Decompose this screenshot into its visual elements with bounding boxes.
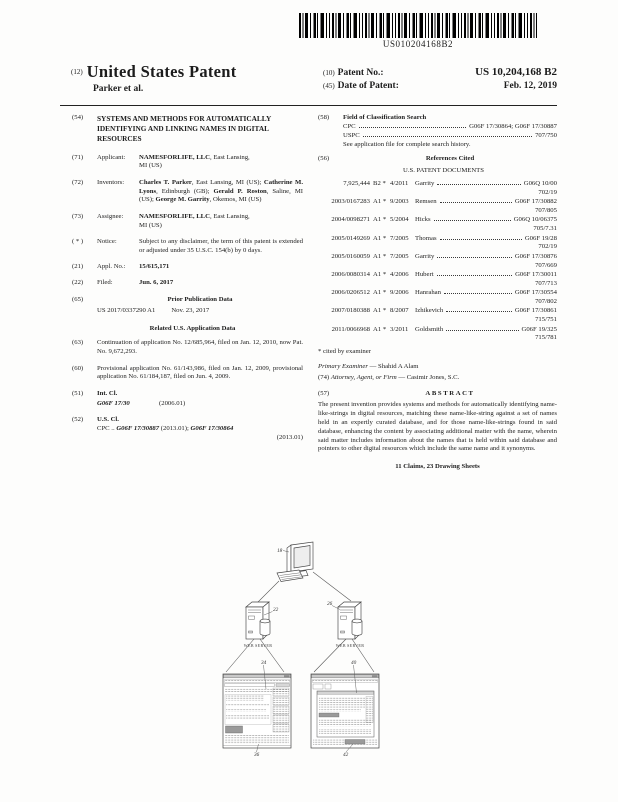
assignee-name: NAMESFORLIFE, LLC	[139, 212, 210, 220]
leader-dots	[437, 257, 512, 258]
field-code-60: (60)	[72, 364, 84, 372]
field-code-56: (56)	[318, 155, 330, 163]
inventor-name: George M. Garrity	[155, 196, 210, 204]
ref-kind: A1 *	[373, 307, 387, 315]
notice-label: Notice:	[97, 237, 117, 245]
server-left-caption: WEB SERVER	[243, 643, 273, 648]
leader-dots	[444, 293, 512, 294]
section-us-cl	[72, 416, 303, 443]
ref-date: 9/2006	[390, 289, 409, 297]
inventor-location: , Saline, MI (US);	[139, 187, 303, 204]
server-right-caption: WEB SERVER	[335, 643, 365, 648]
cpc-search-label: CPC	[343, 122, 356, 130]
inventor-name: Charles T. Parker	[139, 178, 192, 186]
ref-kind: A1 *	[373, 216, 387, 224]
inventor-name: Gerald P. Roston	[213, 187, 267, 195]
section-appl-no	[72, 263, 303, 272]
right-column	[318, 114, 557, 472]
ref-uspc: 707/805	[535, 207, 557, 215]
patent-no-code: (10)	[323, 69, 335, 77]
assignee-label: Assignee:	[97, 212, 124, 220]
barcode-icon	[299, 13, 537, 38]
ref-date: 8/2007	[390, 307, 409, 315]
ref-uspc: 715/781	[535, 334, 557, 342]
notice-text: Subject to any disclaimer, the term of this patent is extended or adjusted under 35 U.S.C. 154(b) by 0 days.	[139, 237, 303, 254]
primary-examiner-label: Primary Examiner	[318, 363, 368, 371]
label-window-left-top: 34	[261, 660, 267, 666]
us-cl-line1	[97, 425, 303, 434]
leader-dots	[440, 202, 512, 203]
section-field-search	[318, 114, 557, 149]
claims-drawing-sheets-line: 11 Claims, 23 Drawing Sheets	[395, 463, 480, 471]
section-applicant	[72, 154, 303, 172]
ref-kind: A1 *	[373, 234, 387, 242]
inventors-list	[139, 179, 303, 206]
keyboard-icon	[277, 570, 303, 582]
references-table	[318, 180, 557, 343]
ref-date: 7/2005	[390, 234, 409, 242]
label-window-left-bottom: 36	[254, 752, 260, 758]
field-code-58: (58)	[318, 114, 330, 121]
ref-number: 2011/0066968	[331, 325, 370, 333]
section-continuation	[72, 339, 303, 357]
field-code-21: (21)	[72, 263, 84, 271]
reference-row	[318, 180, 557, 198]
ref-uspc: 715/751	[535, 316, 557, 324]
ref-name: Remsen	[415, 198, 437, 206]
section-assignee	[72, 213, 303, 231]
uspc-search-label: USPC	[343, 131, 360, 139]
reference-row	[318, 307, 557, 325]
kind-code: (12)	[71, 68, 83, 76]
label-server-right: 26	[327, 601, 333, 607]
leader-dots	[446, 311, 512, 312]
int-cl-heading: Int. Cl.	[97, 389, 118, 397]
cpc-prefix: CPC ..	[97, 424, 115, 432]
ref-number: 7,925,444	[343, 180, 370, 188]
assignee-location: , East Lansing, MI (US)	[139, 212, 250, 229]
inventors-label: Inventors:	[97, 178, 125, 186]
reference-row	[318, 326, 557, 344]
ref-number: 2004/0098271	[331, 216, 370, 224]
inventor-name: Catherine M. Lyons	[139, 178, 304, 195]
ref-date: 5/2004	[390, 216, 409, 224]
abstract-text: The present invention provides systems and methods for automatically identifying name-like-strings in digital resources, matching these name-like-string against a set of names held in an expertly curated database, and for those name-like-strings found in said database, enhancing the content by associating additional matter with the name, wherein said matter includes information about the names that is held within said database and pointers to other digital resources which include the same name and it synonyms.	[318, 401, 557, 453]
section-prior-publication	[72, 296, 303, 316]
field-code-22: (22)	[72, 279, 84, 287]
ref-cpc: G06Q 10/06375	[513, 216, 557, 224]
reference-row	[318, 289, 557, 307]
related-data-heading: Related U.S. Application Data	[149, 324, 236, 332]
barcode-number: US010204168B2	[382, 39, 454, 49]
field-code-52: (52)	[72, 415, 84, 423]
ref-name: Garrity	[415, 252, 435, 260]
date-code: (45)	[323, 82, 335, 90]
patent-figure-svg	[213, 541, 398, 761]
ref-name: Goldsmith	[415, 325, 444, 333]
inventor-surname-line: Parker et al.	[93, 84, 144, 94]
section-provisional	[72, 365, 303, 383]
ref-cpc: G06F 17/30011	[515, 271, 557, 278]
ref-kind: A1 *	[373, 198, 387, 206]
applicant-location: , East Lansing, MI (US)	[139, 153, 250, 170]
ref-kind: B2 *	[373, 180, 386, 188]
search-history-note: See application file for complete search history.	[343, 140, 471, 148]
us-cl-heading: U.S. Cl.	[97, 415, 119, 423]
publication-number: US 2017/0337290 A1	[97, 306, 156, 314]
patent-no-label: Patent No.:	[337, 68, 384, 78]
section-title	[72, 114, 303, 144]
field-code-54: (54)	[72, 114, 84, 121]
patent-number: US 10,204,168 B2	[475, 66, 557, 78]
ref-cpc: G06Q 10/00	[523, 180, 557, 188]
field-code-71: (71)	[72, 153, 84, 161]
ref-uspc: 707/713	[535, 279, 557, 287]
primary-examiner-line	[318, 363, 557, 372]
leader-dots	[446, 330, 518, 331]
appl-no-label: Appl. No.:	[97, 263, 126, 271]
attorney-line	[318, 374, 557, 383]
label-window-right-top: 40	[351, 660, 357, 666]
header-left	[71, 62, 237, 94]
cpc-class-2: G06F 17/30864	[190, 424, 234, 432]
patent-date: Feb. 12, 2019	[503, 81, 557, 91]
ref-cpc: G06F 17/30861	[514, 307, 557, 315]
ref-uspc: 702/19	[538, 188, 557, 196]
inventor-location: , East Lansing, MI (US);	[191, 178, 264, 186]
ref-kind: A1 *	[373, 271, 387, 278]
ref-date: 7/2005	[390, 252, 409, 260]
ref-name: Hanrahan	[415, 289, 441, 297]
ref-number: 2005/0160059	[331, 252, 370, 260]
ref-number: 2005/0149269	[331, 234, 370, 242]
ref-uspc: 707/669	[535, 261, 557, 269]
cited-by-examiner-note: * cited by examiner	[318, 348, 371, 356]
ref-cpc: G06F 17/30876	[514, 252, 557, 260]
barcode-block	[299, 13, 537, 49]
ref-date: 9/2003	[390, 198, 409, 206]
inventor-location: , Okemos, MI (US)	[209, 196, 262, 204]
section-abstract-heading	[318, 390, 557, 399]
us-patent-documents-heading: U.S. PATENT DOCUMENTS	[402, 167, 484, 175]
label-window-right-bottom: 42	[343, 752, 349, 758]
server-left-icon	[246, 602, 270, 639]
ref-name: Garrity	[415, 180, 435, 188]
header-right	[323, 66, 557, 94]
references-heading: References Cited	[425, 155, 475, 163]
ref-kind: A1 *	[373, 252, 387, 260]
leader-dots	[440, 239, 522, 240]
ref-uspc: 702/19	[538, 243, 557, 251]
int-cl-class: G06F 17/30	[97, 399, 130, 407]
reference-row	[318, 216, 557, 234]
applicant-value	[139, 154, 251, 172]
reference-row	[318, 198, 557, 216]
ref-name: Hicks	[415, 216, 431, 224]
ref-name: Hubert	[415, 271, 434, 278]
leader-dots	[437, 275, 512, 276]
field-code-65: (65)	[72, 295, 84, 303]
ref-date: 4/2011	[390, 180, 409, 188]
leader-dots	[363, 136, 532, 137]
ref-number: 2006/0206512	[331, 289, 370, 297]
reference-row	[318, 271, 557, 289]
leader-dots	[359, 127, 466, 128]
reference-row	[318, 235, 557, 253]
field-code-51: (51)	[72, 389, 84, 397]
header-divider	[60, 105, 557, 106]
reference-row	[318, 253, 557, 271]
filed-label: Filed:	[97, 279, 113, 287]
ref-number: 2003/0167283	[331, 198, 370, 206]
computer-icon	[277, 542, 313, 582]
field-code-63: (63)	[72, 339, 84, 347]
ref-uspc: 705/7.31	[533, 225, 557, 233]
label-computer: 18	[277, 548, 283, 554]
int-cl-year: (2006.01)	[159, 399, 186, 407]
section-references	[318, 155, 557, 164]
ref-number: 2006/0080314	[331, 271, 370, 278]
ref-kind: A1 *	[373, 325, 387, 333]
attorney-name: — Casimir Jones, S.C.	[396, 374, 460, 382]
continuation-text: Continuation of application No. 12/685,964, filed on Jan. 12, 2010, now Pat. No. 9,672,293.	[97, 339, 303, 356]
primary-examiner-name: — Shahid A Alam	[367, 363, 419, 371]
ref-name: Izhikevich	[415, 307, 444, 315]
left-column	[72, 114, 303, 450]
field-code-57: (57)	[318, 390, 330, 398]
patent-title: SYSTEMS AND METHODS FOR AUTOMATICALLY IDENTIFYING AND LINKING NAMES IN DIGITAL RESOURCES	[97, 114, 271, 143]
appl-no-value: 15/615,171	[139, 263, 170, 271]
field-code-74: (74)	[318, 374, 330, 382]
us-cl-line2: (2013.01)	[276, 433, 303, 441]
applicant-label: Applicant:	[97, 153, 126, 161]
section-notice	[72, 238, 303, 256]
leader-dots	[437, 184, 520, 185]
publication-date: Nov. 23, 2017	[171, 306, 210, 314]
field-code-72: (72)	[72, 178, 84, 186]
section-filed	[72, 279, 303, 288]
label-server-left: 22	[273, 607, 279, 613]
uspc-search-value: 707/750	[535, 131, 557, 139]
server-right-icon	[338, 602, 362, 639]
browser-window-right	[311, 674, 379, 748]
ref-date: 4/2006	[390, 271, 409, 278]
section-int-cl	[72, 390, 303, 409]
provisional-text: Provisional application No. 61/143,986, filed on Jan. 12, 2009, provisional application No. 61/184,187, filed on Jun. 4, 2009.	[97, 364, 303, 381]
date-label: Date of Patent:	[337, 81, 399, 91]
ref-uspc: 707/802	[535, 298, 557, 306]
filed-value: Jun. 6, 2017	[139, 279, 174, 287]
figure-drawing	[213, 541, 398, 761]
ref-number: 2007/0180388	[331, 307, 370, 315]
field-search-heading: Field of Classification Search	[343, 114, 427, 121]
field-code-73: (73)	[72, 212, 84, 220]
prior-publication-heading: Prior Publication Data	[167, 295, 233, 303]
leader-dots	[434, 220, 511, 221]
cpc-year-1: (2013.01);	[160, 424, 189, 432]
browser-window-left	[223, 674, 291, 748]
section-inventors	[72, 179, 303, 206]
ref-name: Thomas	[415, 234, 437, 242]
ref-cpc: G06F 19/28	[524, 234, 557, 242]
document-type: United States Patent	[86, 62, 237, 81]
field-code-star: ( * )	[72, 237, 84, 245]
inventor-location: , Edinburgh (GB);	[156, 187, 214, 195]
ref-date: 3/2011	[390, 325, 409, 333]
cpc-class-1: G06F 17/30887	[116, 424, 160, 432]
ref-kind: A1 *	[373, 289, 387, 297]
attorney-label: Attorney, Agent, or Firm	[330, 374, 397, 382]
ref-cpc: G06F 17/30554	[514, 289, 557, 297]
ref-cpc: G06F 17/30882	[514, 198, 557, 206]
abstract-heading: ABSTRACT	[425, 390, 475, 398]
assignee-value	[139, 213, 251, 231]
cpc-search-value: G06F 17/30864; G06F 17/30887	[469, 122, 557, 130]
applicant-name: NAMESFORLIFE, LLC	[139, 153, 210, 161]
ref-cpc: G06F 19/325	[521, 325, 557, 333]
